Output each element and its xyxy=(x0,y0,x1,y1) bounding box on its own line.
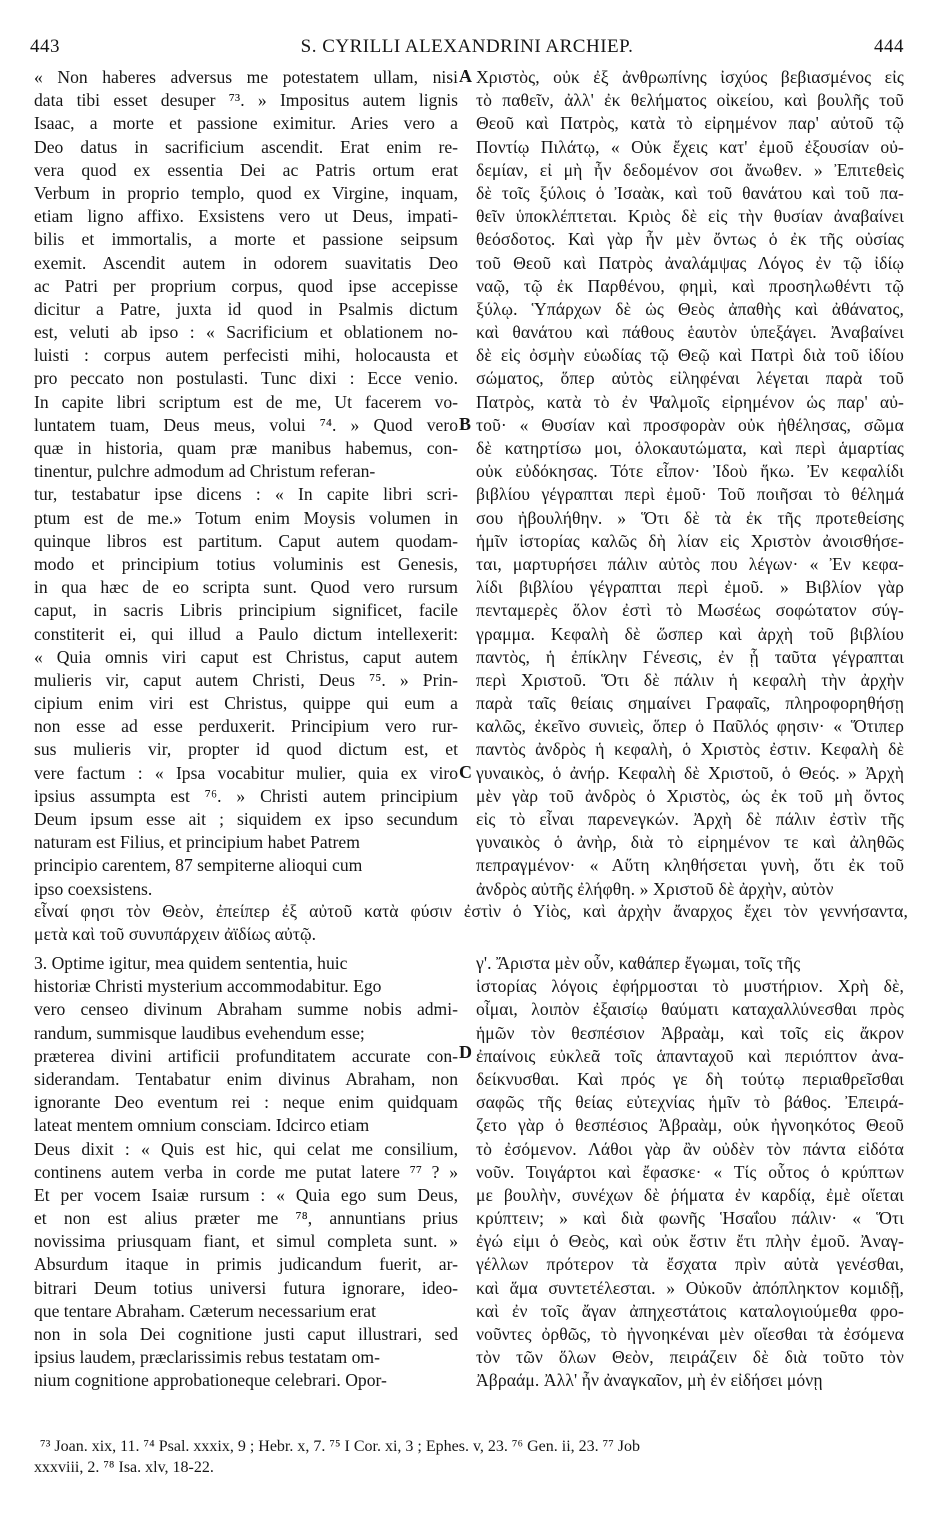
text-line: etiam ligno affixo. Exsistens vero ut Deus, impati- xyxy=(34,206,458,227)
text-line: καὶ ἐν τοῖς ἄγαν ἀπηχεστάτοις καταλογιούμεθα φρο- xyxy=(476,1300,904,1321)
footnote-line-2: xxxviii, 2. ⁷⁸ Isa. xlv, 18-22. xyxy=(34,1459,214,1476)
text-line: et non est alius præter me ⁷⁸, annuntians prius xyxy=(34,1208,458,1229)
text-line: lateat mentem omnium consciam. Idcirco etiam xyxy=(34,1115,370,1136)
text-line: δείκνυσθαι. Καὶ πρός γε δὴ τούτῳ περιαθρεῖσθαι xyxy=(476,1068,904,1089)
text-line: εἰς τὸ εἶναι παρενεγκών. Ἀρχὴ δὲ πάλιν ἐστὶν τῆς xyxy=(476,809,904,829)
text-line: κρύπτειν; » καὶ διὰ φωνῆς Ἡσαΐου πάλιν· « Ὅτι xyxy=(476,1208,904,1229)
text-line: σώματος, ὅπερ αὐτὸς εἰληφέναι λέγεται παρὰ τοῦ xyxy=(476,368,904,389)
text-line: ipso coexsistens. xyxy=(34,878,153,899)
text-line: novissima priusquam fiant, et simul completa sunt. » xyxy=(34,1231,458,1252)
text-line: nium cognitione approbationeque celebrari. Opor- xyxy=(34,1370,387,1391)
text-line: ἡμῖν ἱστορίας καλῶς δὴ λίαν εἰς Χριστὸν ἀνοισθήσε- xyxy=(476,530,904,551)
text-line: luntatem tuam, Deus meus, volui ⁷⁴. » Quod vero xyxy=(34,414,458,435)
text-line: δὲ τοῖς ξύλοις ὁ Ἰσαὰκ, καὶ τοῦ θανάτου καὶ τοῦ πα- xyxy=(476,182,904,203)
text-line: γυναικὸς ὁ ἀνὴρ, διὰ τὸ εἰρημένον τε καὶ ἀληθῶς xyxy=(476,832,904,853)
text-line: παντὸς, ἡ ἐπίκλην Γένεσις, ἐν ᾗ ταῦτα γέγραπται xyxy=(476,646,904,667)
latin-column-bottom xyxy=(34,952,458,1393)
text-line: τὸ ἐσόμενον. Λάθοι γὰρ ἂν οὐδὲν τὸν πάντα εἰδότα xyxy=(476,1138,904,1159)
text-line: principio carentem, 87 sempiterne alioqui cum xyxy=(34,855,363,876)
text-line: δεμίαν, εἰ μὴ ἦν δεδομένον σοι ἄνωθεν. » Ἐπιτεθεὶς xyxy=(476,159,904,180)
text-line: quæ in historia, quam præ manibus habemus, con- xyxy=(34,438,458,458)
text-line: γραμμα. Κεφαλὴ δὲ ὥσπερ καὶ ἀρχὴ τοῦ βιβλίου xyxy=(476,623,904,644)
text-line: Θεοῦ καὶ Πατρὸς, κατὰ τὸ εἰρημένον παρ' αὐτοῦ τῷ xyxy=(476,113,904,134)
text-line: μετὰ καὶ τοῦ συνυπάρχειν ἀϊδίως αὐτῷ. xyxy=(34,924,317,945)
text-line: καὶ ἅμα συντετέλεσται. » Οὐκοῦν ἀπόπληκτον κομιδῇ, xyxy=(476,1277,904,1298)
text-line: Absurdum itaque in primis judicandum fuerit, ar- xyxy=(34,1254,458,1275)
margin-letter-b: B xyxy=(459,414,472,434)
margin-letter-d: D xyxy=(459,1042,472,1062)
text-line: est, veluti ab ipso : « Sacrificium et oblationem no- xyxy=(34,322,458,343)
text-line: siderandam. Tentabatur enim divinus Abraham, non xyxy=(34,1068,458,1089)
text-line: non esse ad esse perduxerit. Principium vero rur- xyxy=(34,716,458,737)
text-line: exemit. Ascendit autem in odorem suavitatis Deo xyxy=(34,252,458,273)
running-header xyxy=(30,36,904,62)
text-line: « Non haberes adversus me potestatem ullam, nisi xyxy=(34,67,458,87)
text-line: historiæ Christi mysterium accommodabitur. Ego xyxy=(34,976,382,997)
text-line: πεπραγμένον· « Αὕτη κληθήσεται γυνὴ, ὅτι ἐκ τοῦ xyxy=(476,855,904,876)
text-line: In capite libri scriptum est de me, Ut facerem vo- xyxy=(34,391,458,412)
text-line: bilis et immortalis, a morte et passione seipsum xyxy=(34,229,458,250)
text-line: οἶμαι, λοιπὸν ἐξαισίῳ θαύματι καταχαλλύνεσθαι πρὸς xyxy=(476,999,904,1020)
text-line: quinque libros est partitum. Caput autem quodam- xyxy=(34,530,458,551)
text-line: bitrari Deum totius universi futura ignorare, ideo- xyxy=(34,1277,458,1298)
text-line: μὲν γὰρ τοῦ ἀνδρὸς ὁ Χριστὸς, ὡς ἐκ τοῦ μὴ ὄντος xyxy=(476,785,904,806)
text-line: constiterit ei, qui illud a Paulo dictum intellexerit: xyxy=(34,623,458,644)
text-line: θεῖν ὑποκλέπτεται. Κριὸς δὲ εἰς τὴν θυσίαν ἀναβαίνει xyxy=(476,206,904,227)
text-line: cipium enim viri est Christus, quippe qui eum a xyxy=(34,693,458,714)
text-line: παντὸς ἀνδρὸς ἡ κεφαλὴ, ὁ Χριστὸς ἐστιν. Κεφαλὴ δὲ xyxy=(476,739,904,760)
footnote-line-1: ⁷³ Joan. xix, 11. ⁷⁴ Psal. xxxix, 9 ; Hebr. x, 7. ⁷⁵ I Cor. xi, 3 ; Ephes. v, 23. ⁷⁶ Gen. ii, 23. ⁷⁷ Job xyxy=(40,1438,641,1455)
text-line: βιβλίου γέγραπται περὶ ἐμοῦ· Τοῦ ποιῆσαι τὸ θέλημά xyxy=(476,484,904,505)
text-line: Isaac, a morte et passione eximitur. Aries vero a xyxy=(34,113,458,134)
text-line: vera quod ex essentia Dei ac Patris ortum erat xyxy=(34,159,458,180)
text-line: ἐγώ εἰμι ὁ Θεὸς, καὶ οὐκ ἔστιν ἔτι πλὴν ἐμοῦ. Ἀναγ- xyxy=(476,1231,904,1252)
text-line: luisti : corpus autem perfecisti mihi, holocausta et xyxy=(34,345,458,366)
text-line: ἱστορίας λόγοις ἐφήρμοσται τὸ μυστήριον. Χρὴ δὲ, xyxy=(476,976,904,997)
text-line: Ἀβραάμ. Ἀλλ' ἦν ἀναγκαῖον, μὴ ἐν εἰδήσει μόνῃ xyxy=(476,1370,823,1391)
text-line: καλῶς, ἐκεῖνο συνιεὶς, ὅπερ ὁ Παῦλός φησιν· « Ὅτιπερ xyxy=(476,716,904,737)
text-line: vere factum : « Ipsa vocabitur mulier, quia ex viro xyxy=(34,762,458,783)
text-line: Χριστὸς, οὐκ ἐξ ἀνθρωπίνης ἰσχύος βεβιασμένος εἰς xyxy=(476,67,904,87)
text-line: λίδι βιβλίου γέγραπται περὶ ἐμοῦ. » Βιβλίον γὰρ xyxy=(476,577,904,598)
margin-letter-a: A xyxy=(459,66,472,86)
margin-letter-c: C xyxy=(459,762,472,782)
running-title: S. CYRILLI ALEXANDRINI ARCHIEP. xyxy=(300,36,634,57)
text-line: mulieris vir, caput autem Christi, Deus ⁷⁵. » Prin- xyxy=(34,669,458,690)
text-line: ipsius assumpta est ⁷⁶. » Christi autem principium xyxy=(34,785,458,806)
text-line: εἶναί φησι τὸν Θεὸν, ἐπείπερ ἐξ αὐτοῦ κατὰ φύσιν ἐστὶν ὁ Υἱὸς, καὶ ἀρχὴν ἄναρχος ἔχει τὸν γεννήσαντα, xyxy=(34,901,908,921)
text-line: ipsius laudem, præclarissimis rebus testatam om- xyxy=(34,1347,380,1368)
text-line: Et per vocem Isaiæ rursum : « Quia ego sum Deus, xyxy=(34,1184,458,1205)
text-line: ἐπαίνοις εὐκλεᾶ τοῖς ἁπανταχοῦ καὶ περιόπτον ἀνα- xyxy=(476,1045,904,1066)
text-line: δὲ κατηρτίσω μοι, ὁλοκαυτώματα, καὶ περὶ ἁμαρτίας xyxy=(476,438,904,458)
greek-column-top xyxy=(476,66,904,901)
text-line: sus mulieris vir, propter id quod dictum est, et xyxy=(34,739,458,760)
text-line: γέλλων πρότερον τὰ ἔσχατα πρὶν αὐτὰ γενέσθαι, xyxy=(476,1254,904,1275)
text-line: 3. Optime igitur, mea quidem sententia, huic xyxy=(34,953,348,973)
text-line: τοῦ· « Θυσίαν καὶ προσφορὰν οὐκ ἠθέλησας, σῶμα xyxy=(476,414,904,435)
text-line: ται, μαρτυρήσει πάλιν αὐτὸς που λέγων· « Ἐν κεφα- xyxy=(476,553,904,574)
text-line: tur, testabatur ipse dicens : « In capite libri scri- xyxy=(34,484,458,505)
text-line: ignorante Deo eventum rei : neque enim quidquam xyxy=(34,1092,458,1113)
text-line: præterea divini artificii profunditatem accurate con- xyxy=(34,1045,458,1066)
page-number-left: 443 xyxy=(30,36,60,57)
text-line: τὸ παθεῖν, ἀλλ' ἐκ θελήματος οἰκείου, καὶ βουλῆς τοῦ xyxy=(476,90,904,111)
text-line: δὲ εἰς ὀσμὴν εὐωδίας τῷ Θεῷ καὶ Πατρὶ διὰ τοῦ ἰδίου xyxy=(476,345,904,366)
text-line: θεόσδοτος. Καὶ γὰρ ἦν μὲν ὄντως ὁ ἐκ τῆς οὐσίας xyxy=(476,229,904,250)
text-line: περὶ Χριστοῦ. Ὅτι δὲ πάλιν ἡ κεφαλὴ τὴν ἀρχὴν xyxy=(476,669,904,690)
text-line: Deo datus in sacrificium ascendit. Erat enim re- xyxy=(34,136,458,157)
text-line: πενταμερὲς ὅλον ἐστὶ τὸ Μωσέως σοφώτατον σύγ- xyxy=(476,600,904,621)
text-line: Πατρὸς, κατὰ τὸ ἐν Ψαλμοῖς εἰρημένον ὡς παρ' αὐ- xyxy=(476,391,904,412)
text-line: τὸν τῶν ὅλων Θεὸν, πειράζειν δὲ διὰ τοῦτο τὸν xyxy=(476,1347,904,1368)
text-line: σαφῶς τῆς θείας εὐτεχνίας ἡμῖν τὸ βάθος. Ἐπειρά- xyxy=(476,1092,904,1113)
text-line: γ'. Ἄριστα μὲν οὖν, καθάπερ ἔγωμαι, τοῖς τῆς xyxy=(476,953,801,973)
text-line: « Quia omnis viri caput est Christus, caput autem xyxy=(34,646,458,667)
text-line: non in sola Dei cognitione justi caput illustrari, sed xyxy=(34,1324,458,1344)
page-number-right: 444 xyxy=(874,36,904,57)
text-line: τοῦ Θεοῦ καὶ Πατρὸς ἀναλάμψας Λόγος ἐν τῷ ἰδίῳ xyxy=(476,252,904,273)
text-line: σου ἠβουλήθην. » Ὅτι δὲ τὰ ἐκ τῆς προτεθείσης xyxy=(476,507,904,528)
text-line: καὶ θανάτου καὶ πάθους ἑαυτὸν ὑπεξάγει. Ἀναβαίνει xyxy=(476,322,904,343)
text-line: tinentur, pulchre admodum ad Christum referan- xyxy=(34,461,376,482)
greek-column-bottom xyxy=(476,952,904,1393)
text-line: randum, summisque laudibus evehendum esse; xyxy=(34,1022,365,1043)
text-line: με βουλὴν, συνέχων δὲ ῥήματα ἐν καρδίᾳ, ἐμὲ οἴεται xyxy=(476,1184,904,1205)
text-line: παρὰ ταῖς θείαις σημαίνει Γραφαῖς, πληροφορηθήσῃ xyxy=(476,693,904,714)
text-line: ξύλῳ. Ὑπάρχων δὲ ὡς Θεὸς ἀπαθὴς καὶ ἀθάνατος, xyxy=(476,298,904,319)
text-line: data tibi esset desuper ⁷³. » Impositus autem lignis xyxy=(34,90,458,111)
latin-column-top xyxy=(34,66,458,901)
text-line: γυναικὸς, ὁ ἀνήρ. Κεφαλὴ δὲ Χριστοῦ, ὁ Θεός. » Ἀρχὴ xyxy=(476,762,904,783)
text-line: ναῷ, τῷ ἐκ Παρθένου, φημὶ, καὶ προσηλωθέντι τῷ xyxy=(476,275,904,296)
text-line: in qua hæc de eo scripta sunt. Quod vero rursum xyxy=(34,577,458,598)
text-line: νοῦντες ὀρθῶς, τὸ ἠγνοηκέναι μὲν οἴεσθαι τὰ ἐσόμενα xyxy=(476,1324,904,1344)
text-line: modo et principium totius voluminis est Genesis, xyxy=(34,553,458,574)
text-line: naturam est Filius, et principium habet Patrem xyxy=(34,832,360,853)
text-line: Ποντίῳ Πιλάτῳ, « Οὐκ ἔχεις κατ' ἐμοῦ ἐξουσίαν οὐ- xyxy=(476,136,904,157)
text-line: dicitur a Patre, juxta id quod in Psalmis dictum xyxy=(34,298,458,319)
text-line: ac Patri per proprium corpus, quod ipse accepisse xyxy=(34,275,458,296)
text-line: ἀνδρὸς αὐτῆς ἐλήφθη. » Χριστοῦ δὲ ἀρχὴν, αὐτὸν xyxy=(476,878,834,899)
text-line: Verbum in proprio templo, quod ex Virgine, inquam, xyxy=(34,182,458,203)
text-line: caput, in sacris Libris principium significet, facile xyxy=(34,600,458,621)
text-line: νοῦν. Τοιγάρτοι καὶ ἔφασκε· « Τίς οὗτος ὁ κρύπτων xyxy=(476,1161,904,1182)
text-line: Deum ipsum esse ait ; siquidem ex ipso secundum xyxy=(34,809,458,829)
greek-full-width-lines xyxy=(34,900,908,946)
text-line: vero censeo divinum Abraham summe nobis admi- xyxy=(34,999,458,1020)
text-line: ptum est de me.» Totum enim Moysis volumen in xyxy=(34,507,458,528)
text-line: Deus dixit : « Quis est hic, qui celat me consilium, xyxy=(34,1138,458,1159)
text-line: que tentare Abraham. Cæterum necessarium erat xyxy=(34,1300,376,1321)
text-line: ζετο γὰρ ὁ θεσπέσιος Ἀβραὰμ, οὐκ ἠγνοηκότος Θεοῦ xyxy=(476,1115,904,1136)
text-line: ἡμῶν τὸν θεσπέσιον Ἀβραὰμ, καὶ τοῖς εἰς ἄκρον xyxy=(476,1022,904,1043)
text-line: continens autem verba in corde me putat latere ⁷⁷ ? » xyxy=(34,1161,458,1182)
text-line: οὐκ εὐδόκησας. Τότε εἶπον· Ἰδοὺ ἥκω. Ἐν κεφαλίδι xyxy=(476,461,904,482)
text-line: pro peccato non postulasti. Tunc dixi : Ecce venio. xyxy=(34,368,458,389)
